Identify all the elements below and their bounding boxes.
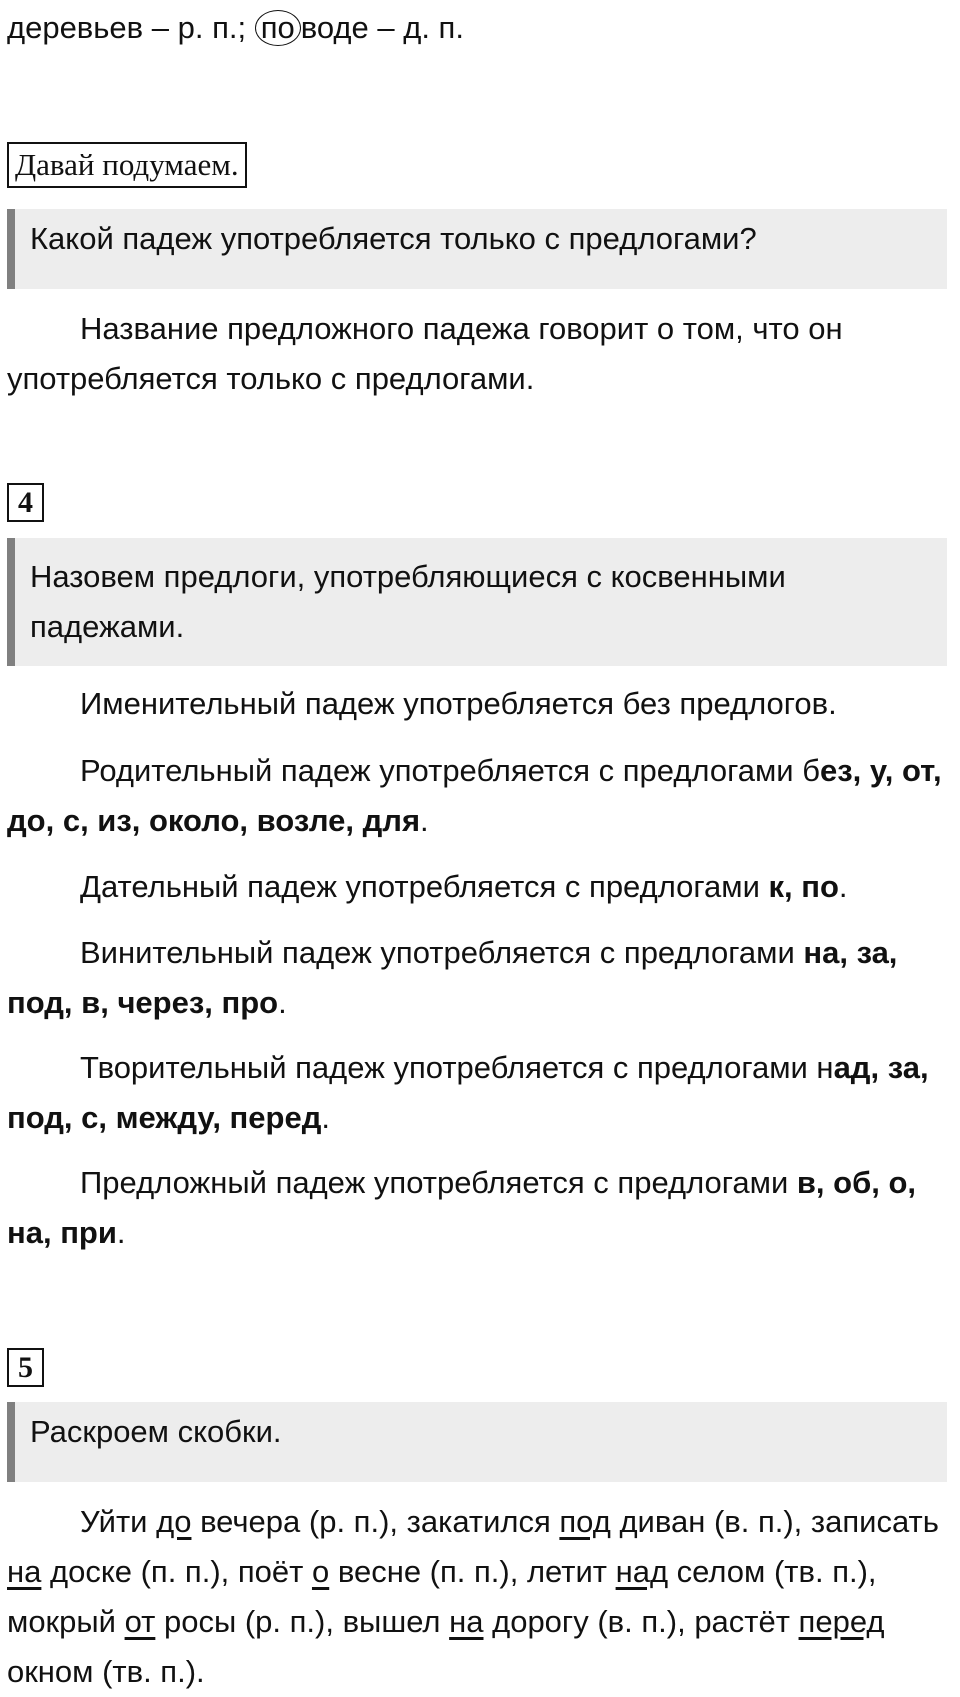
- underlined-preposition: на: [7, 1554, 42, 1589]
- genitive-paragraph: [7, 746, 952, 846]
- phrase: мокрый от росы (р. п.),: [7, 1604, 343, 1639]
- think-answer: [7, 304, 952, 404]
- instruction-text: Назовем предлоги, употребляющиеся с косвенными падежами.: [30, 559, 786, 644]
- phrase: записать на доске (п. п.),: [7, 1504, 939, 1589]
- task-number-4: 4: [7, 483, 44, 522]
- case-label: р. п.;: [177, 10, 247, 45]
- underlined-preposition: от: [124, 1604, 156, 1639]
- paragraph-text: Предложный падеж употребляется с предлогами: [80, 1165, 797, 1200]
- question-text: Какой падеж употребляется только с предлогами?: [30, 221, 757, 256]
- paragraph-text: Родительный падеж употребляется с предлогами б: [80, 753, 820, 788]
- task-number-5: 5: [7, 1348, 44, 1387]
- period: .: [838, 869, 848, 904]
- task5-instruction: [7, 1402, 947, 1482]
- preposition-list: на, за, под, в, через, про: [7, 935, 898, 1020]
- underlined-preposition: на: [449, 1604, 484, 1639]
- nominative-paragraph: [7, 679, 952, 729]
- answer-text: Название предложного падежа говорит о том, что он употребляется только с предлогами.: [7, 311, 843, 396]
- task4-instruction: [7, 538, 947, 666]
- phrase: поёт о весне (п. п.),: [237, 1554, 527, 1589]
- paragraph-text: Винительный падеж употребляется с предлогами: [80, 935, 804, 970]
- preposition-list: ез, у, от, до, с, из, около, возле, для: [7, 753, 942, 838]
- paragraph-text: Творительный падеж употребляется с предлогами н: [80, 1050, 834, 1085]
- phrase: Уйти до вечера (р. п.),: [80, 1504, 407, 1539]
- example-noun: воде: [300, 10, 369, 45]
- task5-answer: [7, 1497, 952, 1697]
- instruction-text: Раскроем скобки.: [30, 1414, 282, 1449]
- prepositional-paragraph: [7, 1158, 952, 1258]
- underlined-preposition: над: [615, 1554, 669, 1589]
- preposition-list: в, об, о, на, при: [7, 1165, 917, 1250]
- example-word: деревьев: [7, 10, 144, 45]
- paragraph-text: Именительный падеж употребляется без предлогов.: [80, 686, 837, 721]
- period: .: [278, 985, 287, 1020]
- underlined-preposition: под: [559, 1504, 611, 1539]
- preposition-list: ад, за, под, с, между, перед: [7, 1050, 929, 1135]
- phrase: растёт перед окном (тв. п.).: [7, 1604, 885, 1689]
- think-title: Давай подумаем.: [7, 142, 247, 188]
- underlined-preposition: перед: [798, 1604, 885, 1639]
- think-question: [7, 209, 947, 289]
- period: .: [116, 1215, 126, 1250]
- circled-preposition: по: [255, 10, 301, 46]
- accusative-paragraph: [7, 928, 952, 1028]
- dative-paragraph: [7, 862, 952, 912]
- case-label: д. п.: [403, 10, 464, 45]
- paragraph-text: Дательный падеж употребляется с предлогами: [80, 869, 769, 904]
- underlined-preposition: о: [311, 1554, 330, 1589]
- phrase: закатился под диван (в. п.),: [406, 1504, 811, 1539]
- preposition-list: к, по: [768, 869, 839, 904]
- dash: –: [143, 10, 178, 45]
- instrumental-paragraph: [7, 1043, 952, 1143]
- dash: –: [368, 10, 404, 45]
- phrase: вышел на дорогу (в. п.),: [342, 1604, 695, 1639]
- phrase: летит над селом (тв. п.),: [526, 1554, 877, 1589]
- underlined-preposition: до: [156, 1504, 192, 1539]
- period: .: [420, 803, 429, 838]
- case-example-line: [7, 3, 464, 53]
- period: .: [321, 1100, 330, 1135]
